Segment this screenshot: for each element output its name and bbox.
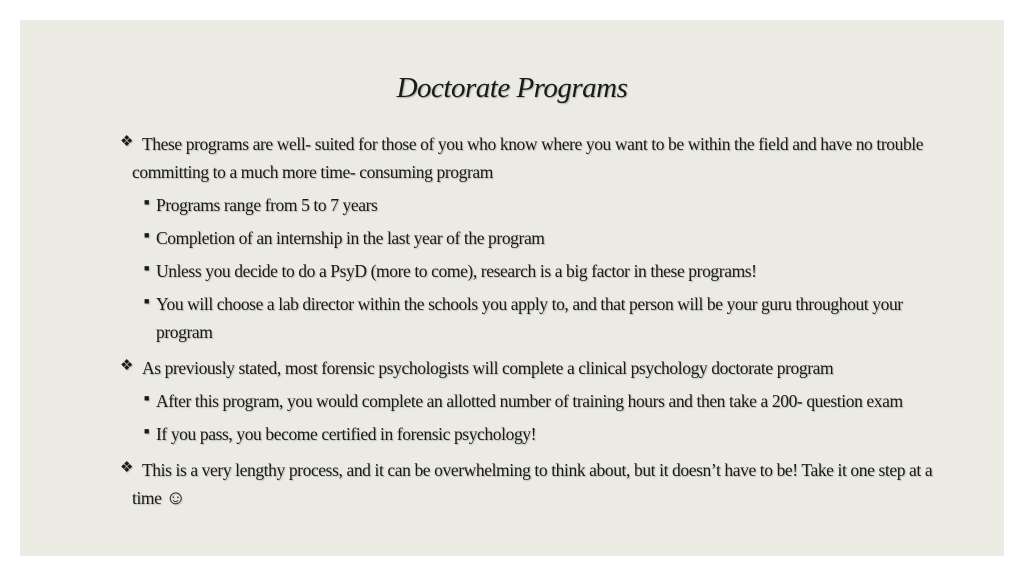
sub-bullet [120, 257, 950, 285]
sub-bullet-text: Completion of an internship in the last year of the program [156, 228, 545, 248]
diamond-bullet-icon: ❖ [120, 358, 134, 374]
sub-bullet [120, 224, 950, 252]
square-bullet-icon: ■ [144, 393, 150, 403]
sub-bullet [120, 290, 950, 346]
sub-bullet [120, 387, 950, 415]
slide-body [120, 130, 950, 512]
square-bullet-icon: ■ [144, 263, 150, 273]
bullet-text: These programs are well- suited for those of you who know where you want to be within the field and have no trouble committing to a much more time- consuming program [132, 134, 924, 182]
sub-bullet [120, 420, 950, 448]
bullet-point-3 [120, 456, 950, 512]
square-bullet-icon: ■ [144, 296, 150, 306]
diamond-bullet-icon: ❖ [120, 460, 134, 476]
smiley-icon: ☺ [165, 487, 186, 509]
sub-bullet [120, 191, 950, 219]
diamond-bullet-icon: ❖ [120, 134, 134, 150]
bullet-text: This is a very lengthy process, and it can be overwhelming to think about, but it doesn’t have to be! Take it one step at a time [132, 460, 933, 508]
sub-bullet-text: Programs range from 5 to 7 years [156, 195, 378, 215]
sub-bullet-text: You will choose a lab director within the schools you apply to, and that person will be your guru throughout your program [156, 294, 903, 342]
bullet-text: As previously stated, most forensic psychologists will complete a clinical psychology doctorate program [142, 358, 834, 378]
bullet-point-2 [120, 354, 950, 382]
square-bullet-icon: ■ [144, 426, 150, 436]
square-bullet-icon: ■ [144, 230, 150, 240]
square-bullet-icon: ■ [144, 197, 150, 207]
sub-bullet-text: If you pass, you become certified in forensic psychology! [156, 424, 537, 444]
slide [20, 20, 1004, 556]
sub-bullet-text: After this program, you would complete an allotted number of training hours and then take a 200- question exam [156, 391, 903, 411]
sub-bullet-text: Unless you decide to do a PsyD (more to come), research is a big factor in these programs! [156, 261, 757, 281]
slide-title: Doctorate Programs [396, 72, 628, 104]
bullet-point-1 [120, 130, 950, 186]
